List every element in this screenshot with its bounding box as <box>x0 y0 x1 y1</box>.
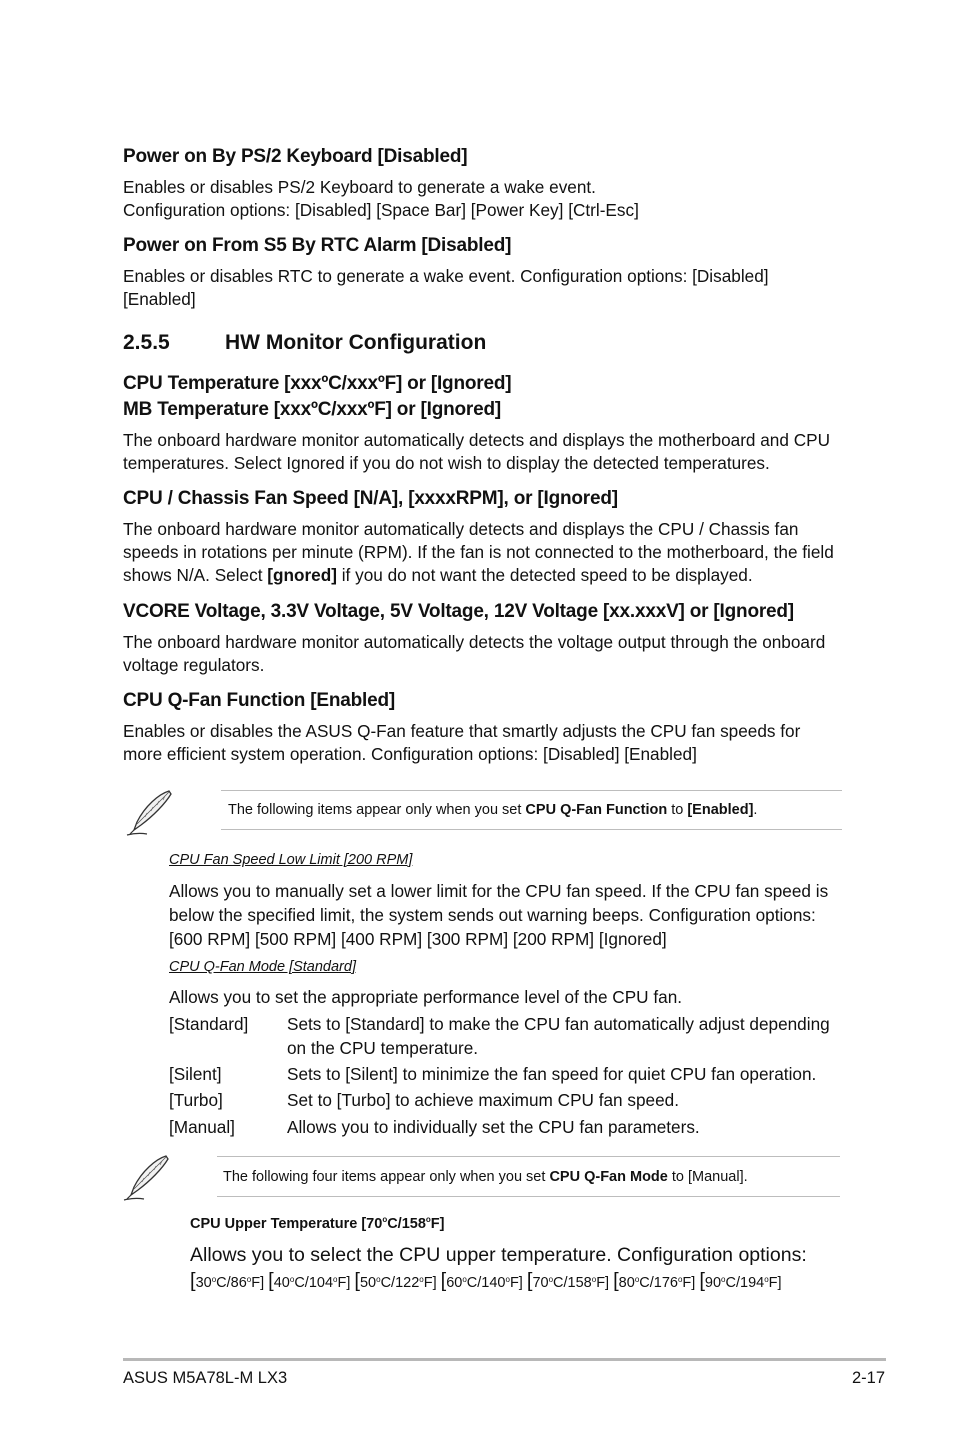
temp-option-part: o <box>764 1275 769 1284</box>
option-desc: Sets to [Silent] to minimize the fan speed for quiet CPU fan operation. <box>287 1064 817 1084</box>
upper-temperature-options <box>190 1270 782 1293</box>
qfan-mode-intro: Allows you to set the appropriate performance level of the CPU fan. <box>169 987 683 1007</box>
temp-option-part: 90 <box>704 1275 722 1291</box>
temp-option <box>190 1270 265 1292</box>
temp-option-part: C/ <box>380 1275 396 1291</box>
temp-option <box>354 1270 437 1292</box>
mb-temperature-heading: MB Temperature [xxxºC/xxxºF] or [Ignored] <box>123 399 502 420</box>
note1-bold-value: [Enabled] <box>687 802 754 818</box>
footer-page-number: 2-17 <box>852 1369 886 1387</box>
temp-option-part: 70 <box>532 1275 549 1291</box>
temp-option-part: F] <box>596 1275 610 1291</box>
upper-temperature-heading <box>190 1215 444 1232</box>
temp-option-part: o <box>634 1275 640 1284</box>
note-top-rule <box>221 790 842 791</box>
qfan-function-desc: Enables or disables the ASUS Q-Fan feature that smartly adjusts the CPU fan speeds for more efficient system operation. Configuration options: [Disabled] [Enabled] <box>123 721 801 764</box>
cpu-temperature-heading: CPU Temperature [xxxºC/xxxºF] or [Ignored] <box>123 373 512 394</box>
temp-option-part: o <box>211 1275 217 1284</box>
note-qfan-function <box>228 802 757 818</box>
temp-option-part: F] <box>509 1275 523 1291</box>
temp-option-part: F] <box>682 1275 696 1291</box>
option-desc: Sets to [Standard] to make the CPU fan automatically adjust depending on the CPU temperature. <box>287 1014 830 1058</box>
temp-option-part: C/ <box>639 1275 654 1291</box>
temp-option <box>526 1270 610 1292</box>
ps2-keyboard-desc-line1: Enables or disables PS/2 Keyboard to generate a wake event. <box>123 177 596 197</box>
fan-speed-desc <box>123 518 853 587</box>
temp-option-part: 140 <box>481 1275 506 1291</box>
temp-option <box>440 1270 523 1292</box>
temp-option-part: o <box>505 1275 510 1284</box>
temp-option-part: 80 <box>618 1275 635 1291</box>
temp-option-part: C/ <box>725 1275 740 1291</box>
note1-bold-setting: CPU Q-Fan Function <box>525 802 668 818</box>
temp-option-part: [ <box>699 1270 705 1292</box>
temp-option-part: o <box>246 1275 252 1284</box>
temp-option <box>268 1270 351 1292</box>
temp-option-part: 194 <box>740 1275 765 1291</box>
note2-post: to [Manual]. <box>667 1169 748 1185</box>
qfan-function-heading: CPU Q-Fan Function [Enabled] <box>123 690 395 711</box>
temp-option <box>699 1270 782 1292</box>
temperature-desc: The onboard hardware monitor automatically detects and displays the motherboard and CPU temperatures. Select Ignored if you do not wish to display the detected temperatures. <box>123 430 830 473</box>
temp-option-part: [ <box>440 1270 447 1292</box>
rtc-alarm-heading: Power on From S5 By RTC Alarm [Disabled] <box>123 235 512 256</box>
note-bottom-rule <box>217 1196 840 1197</box>
temp-option-part: o <box>333 1275 338 1284</box>
option-key: [Silent] <box>169 1064 222 1084</box>
temp-option-part: o <box>289 1275 295 1284</box>
degree-sign: o <box>382 1215 388 1224</box>
temp-option-part: [ <box>354 1270 360 1292</box>
option-desc: Allows you to individually set the CPU fan parameters. <box>287 1117 700 1137</box>
temp-option-part: 122 <box>395 1275 420 1291</box>
note-bottom-rule <box>221 829 842 830</box>
temp-option-part: 30 <box>195 1275 212 1291</box>
temp-option-part: 104 <box>308 1275 334 1291</box>
temp-option-part: C/ <box>216 1275 231 1291</box>
fan-speed-desc-bold: [gnored] <box>267 565 337 585</box>
footer-rule <box>123 1358 886 1361</box>
note2-pre: The following four items appear only when you set <box>223 1169 550 1185</box>
section-number: 2.5.5 <box>123 331 170 354</box>
note1-mid: to <box>667 802 688 818</box>
low-limit-heading: CPU Fan Speed Low Limit [200 RPM] <box>169 852 413 868</box>
voltage-desc: The onboard hardware monitor automatically detects the voltage output through the onboard voltage regulators. <box>123 632 826 675</box>
temp-option-part: F] <box>423 1275 437 1291</box>
temp-option-part: o <box>591 1275 597 1284</box>
note-qfan-mode <box>223 1169 748 1185</box>
temp-option-part: o <box>677 1275 683 1284</box>
note1-post: . <box>753 802 758 818</box>
qfan-mode-heading: CPU Q-Fan Mode [Standard] <box>169 959 356 975</box>
upper-title-part: C/158 <box>387 1215 426 1232</box>
temp-option-part: F] <box>337 1275 351 1291</box>
fan-speed-heading: CPU / Chassis Fan Speed [N/A], [xxxxRPM], or [Ignored] <box>123 488 618 509</box>
temp-option-part: [ <box>268 1270 274 1292</box>
option-key: [Manual] <box>169 1117 235 1137</box>
temp-option-part: [ <box>526 1270 533 1292</box>
temp-option-part: 40 <box>273 1275 290 1291</box>
footer-product-name: ASUS M5A78L-M LX3 <box>123 1369 288 1387</box>
temp-option-part: C/ <box>553 1275 568 1291</box>
option-key: [Standard] <box>169 1014 249 1034</box>
temp-option <box>613 1270 696 1292</box>
temp-option-part: 158 <box>567 1275 592 1291</box>
fan-speed-desc-part1: The onboard hardware monitor automatically detects and displays the CPU / Chassis fan speeds in rotations per minute (RPM). If the fan is not connected to the motherboard, the field shows N/A. Select <box>123 519 834 585</box>
option-key: [Turbo] <box>169 1090 223 1110</box>
temp-option-part: 50 <box>359 1275 377 1291</box>
note1-pre: The following items appear only when you set <box>228 802 526 818</box>
temp-option-part: o <box>419 1275 424 1284</box>
temp-option-part: 86 <box>230 1275 247 1291</box>
rtc-alarm-desc: Enables or disables RTC to generate a wake event. Configuration options: [Disabled] [Enabled] <box>123 266 769 309</box>
option-desc: Set to [Turbo] to achieve maximum CPU fan speed. <box>287 1090 679 1110</box>
low-limit-desc: Allows you to manually set a lower limit for the CPU fan speed. If the CPU fan speed is below the specified limit, the system sends out warning beeps. Configuration options: [600 RPM] [500 RPM] [400 RPM] [300 RPM] [200 RPM] [Ignored] <box>169 881 829 949</box>
temp-option-part: [ <box>613 1270 619 1292</box>
temp-option-part: o <box>721 1275 726 1284</box>
fan-speed-desc-part2: if you do not want the detected speed to be displayed. <box>336 565 753 585</box>
note-pencil-icon <box>125 788 177 838</box>
temp-option-part: C/ <box>294 1275 309 1291</box>
temp-option-part: 176 <box>653 1275 678 1291</box>
degree-sign: o <box>425 1215 431 1224</box>
upper-title-part: F] <box>430 1215 445 1232</box>
section-title: HW Monitor Configuration <box>225 331 487 354</box>
ps2-keyboard-desc-line2: Configuration options: [Disabled] [Space Bar] [Power Key] [Ctrl-Esc] <box>123 200 639 220</box>
voltage-heading: VCORE Voltage, 3.3V Voltage, 5V Voltage, 12V Voltage [xx.xxxV] or [Ignored] <box>123 601 794 622</box>
temp-option-part: C/ <box>466 1275 482 1291</box>
upper-temperature-intro: Allows you to select the CPU upper temperature. Configuration options: <box>190 1244 807 1266</box>
note-top-rule <box>217 1156 840 1157</box>
temp-option-part: o <box>376 1275 381 1284</box>
temp-option-part: o <box>462 1275 467 1284</box>
temp-option-part: F] <box>251 1275 265 1291</box>
temp-option-part: F] <box>768 1275 782 1291</box>
temp-option-part: [ <box>190 1270 196 1292</box>
upper-title-part: CPU Upper Temperature [70 <box>190 1215 383 1232</box>
temp-option-part: o <box>548 1275 554 1284</box>
ps2-keyboard-heading: Power on By PS/2 Keyboard [Disabled] <box>123 146 468 167</box>
note-pencil-icon <box>122 1153 174 1203</box>
note2-bold-setting: CPU Q-Fan Mode <box>549 1169 668 1185</box>
temp-option-part: 60 <box>446 1275 463 1291</box>
